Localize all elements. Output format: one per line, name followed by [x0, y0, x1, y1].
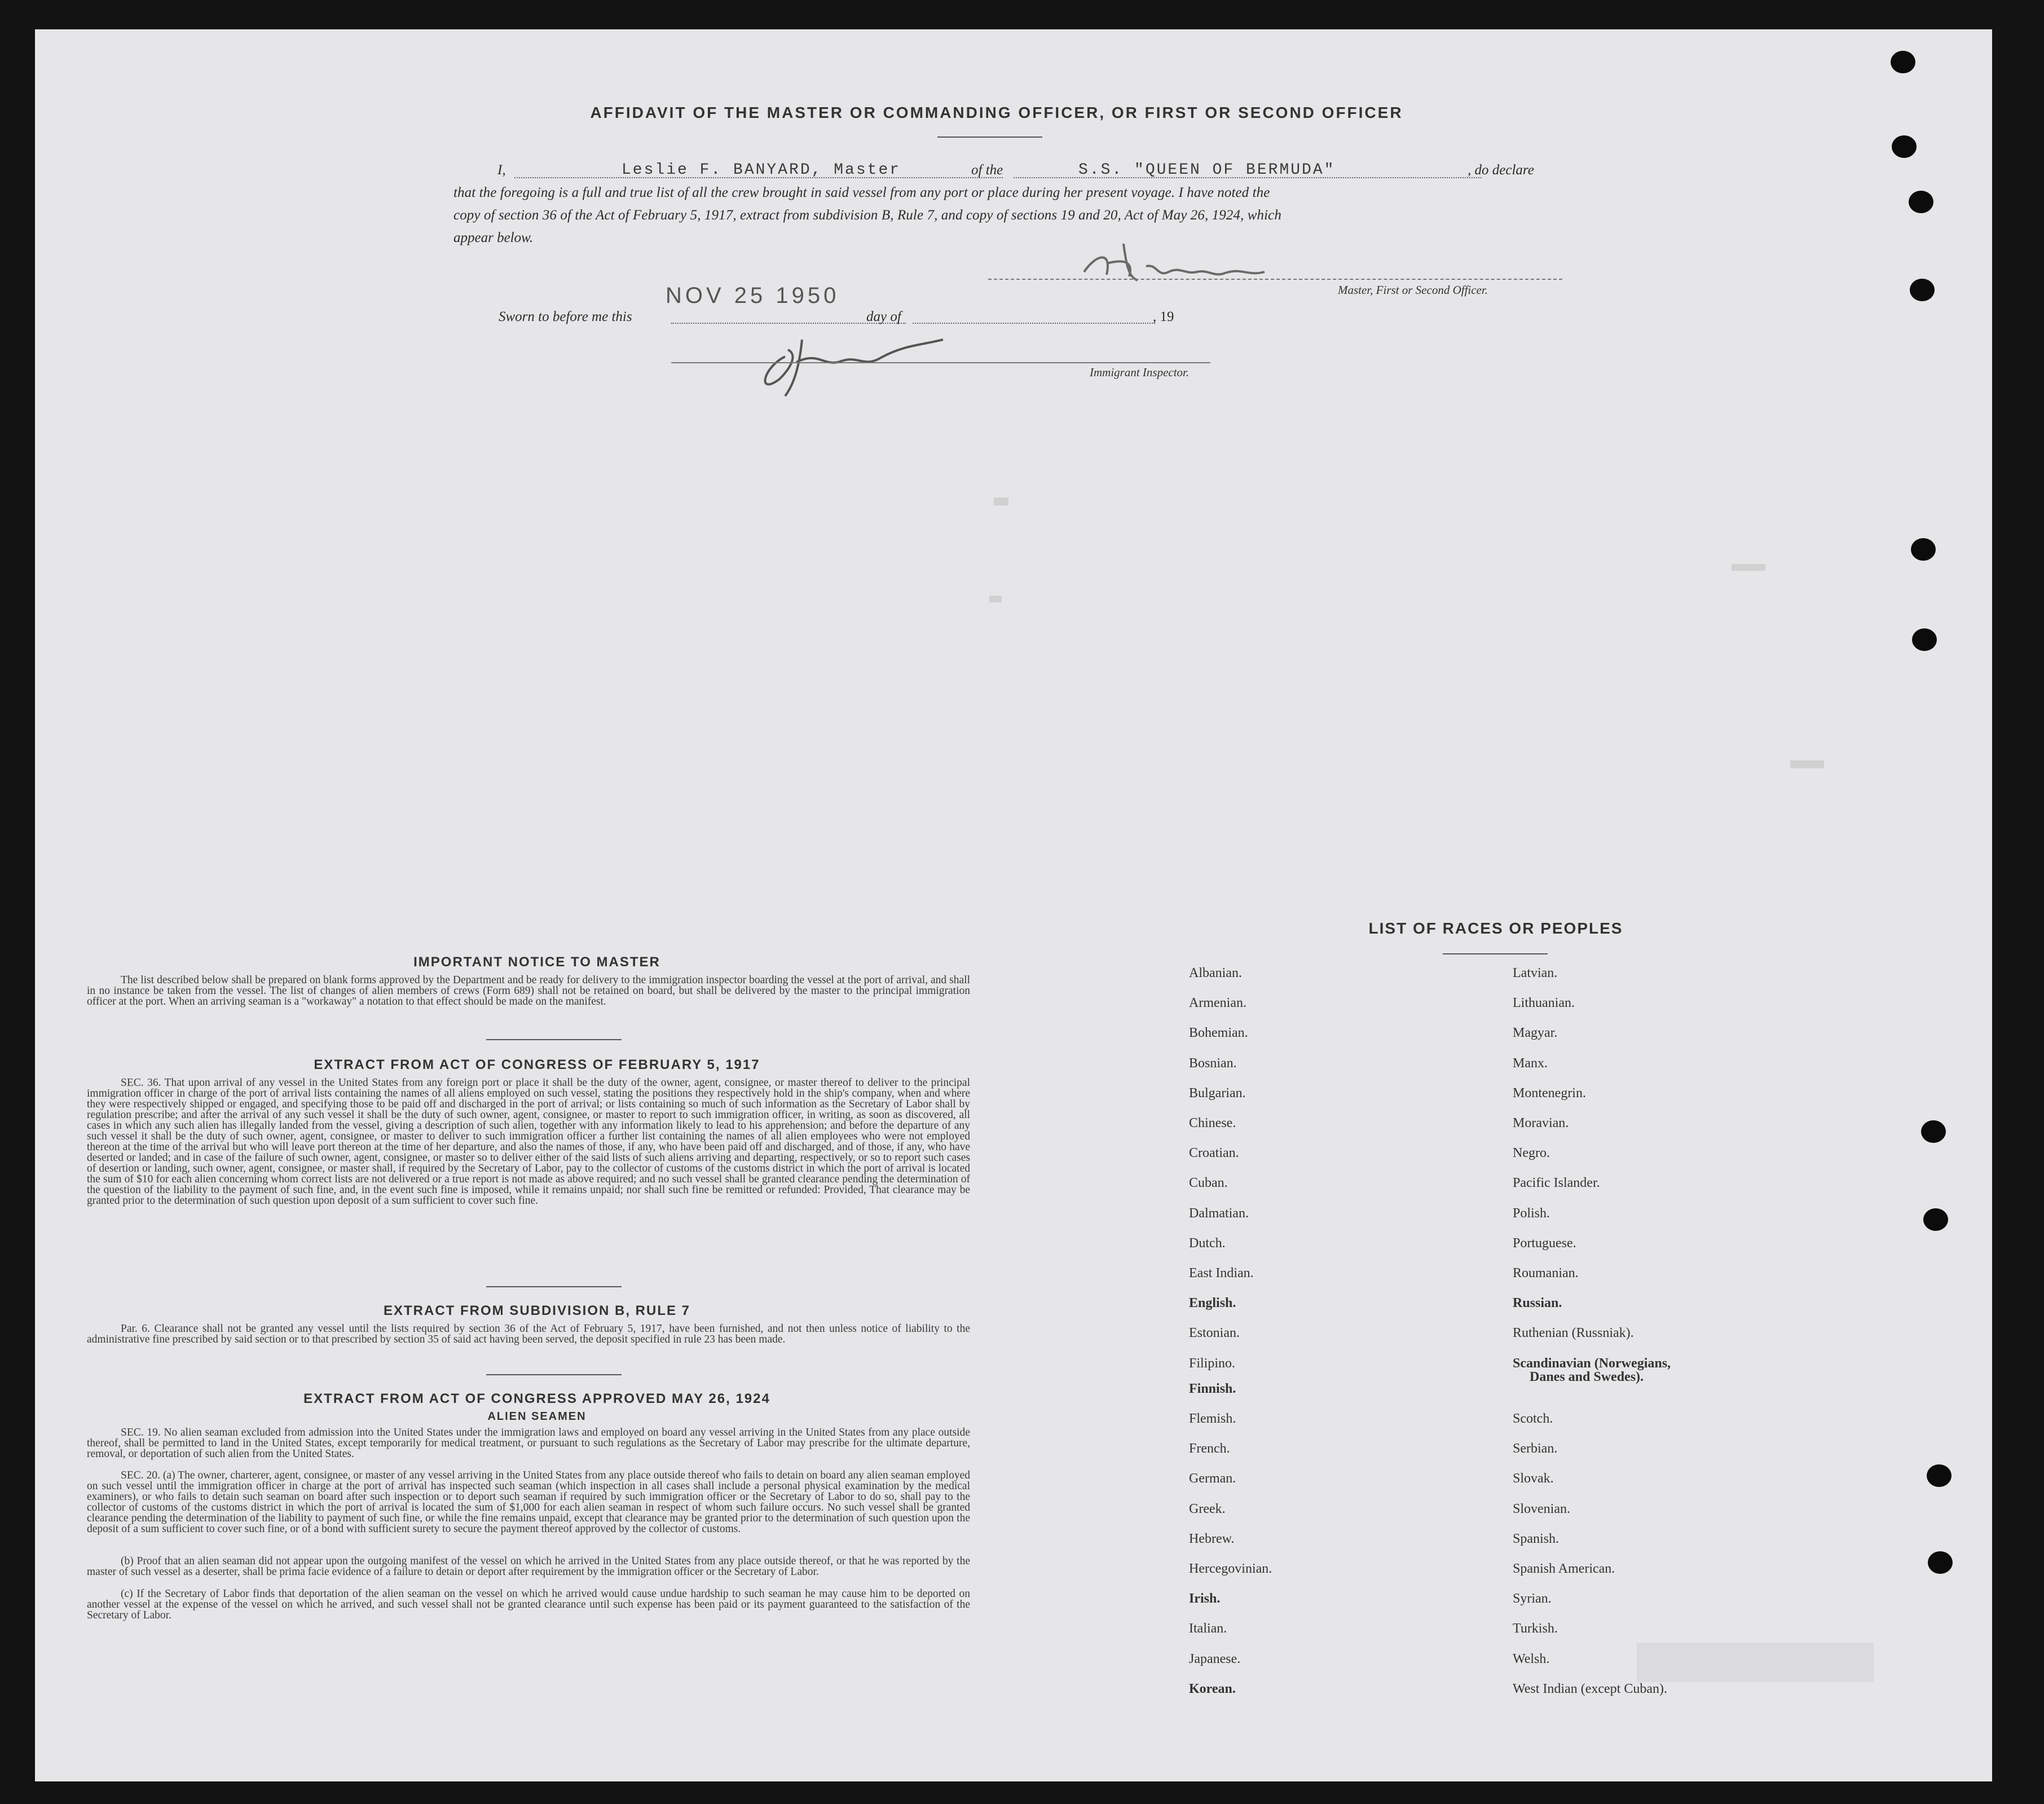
race-item: Scandinavian (Norwegians, — [1513, 1356, 1671, 1371]
vessel-name: S.S. "QUEEN OF BERMUDA" — [1078, 161, 1336, 179]
race-item: Russian. — [1513, 1296, 1562, 1311]
race-item: Polish. — [1513, 1205, 1550, 1221]
race-item: Bohemian. — [1189, 1026, 1248, 1041]
affidavit-line-2: that the foregoing is a full and true list of all the crew brought in said vessel from any port or place during her present voyage. I have noted the — [453, 185, 1270, 200]
rule7-rule — [486, 1374, 622, 1375]
race-item: Flemish. — [1189, 1411, 1236, 1426]
title-underline — [937, 137, 1042, 138]
inspector-line — [671, 362, 1210, 363]
extract-1917-text: SEC. 36. That upon arrival of any vessel in the United States from any foreign port or place it shall be the duty of the owner, agent, consignee, or master thereof to deliver to the principal immigration officer in charge of the port of arrival lists containing the names of all aliens employed on such vessel, stating the positions they respectively hold in the ship's company, when and where they were respectively shipped or engaged, and specifying those to be paid off and discharged in the port of arrival; or lists containing so much of such information as the Secretary of Labor shall by regulation prescribe; and after the arrival of any such vessel it shall be the duty of such owner, agent, consignee, or master to report to such immigration officer, in writing, as soon as discovered, all cases in which any such alien has illegally landed from the vessel, giving a description of such alien, together with any information likely to lead to his apprehension; and before the departure of any such vessel it shall be the duty of such owner, agent, consignee, or master to deliver to such immigration officer a further list containing the names of all alien employees who were not employed thereon at the time of the arrival but who will leave port thereon at the time of her departure, and also the names of those, if any, who have been paid off and discharged, and of those, if any, who have deserted or landed; and in case of the failure of such owner, agent, consignee, or master so to deliver either of the said lists of such aliens arriving and departing, respectively, or so to report such cases of desertion or landing, such owner, agent, consignee, or master shall, if required by the Secretary of Labor, pay to the collector of customs of the customs district in which the port of arrival is located the sum of $10 for each alien concerning whom correct lists are not delivered or a true report is not made as above required; and no such vessel shall be granted clearance pending the determination of the question of the liability to the payment of such fine, and, in the event such fine is imposed, while it remains unpaid; nor shall such fine be remitted or refunded: Provided, That clearance may be granted prior to the determination of such question upon deposit of a sum sufficient to cover such fine. — [87, 1077, 970, 1207]
affidavit-line-4: appear below. — [453, 230, 534, 245]
do-declare: , do declare — [1468, 162, 1534, 178]
race-item: Dalmatian. — [1189, 1205, 1249, 1221]
notice-text: The list described below shall be prepared on blank forms approved by the Department and be ready for delivery to the immigration inspector boarding the vessel at the port of arrival, and shall in no instance be taken from the vessel. The list of changes of alien members of crews (Form 689) shall not be retained on board, but shall be delivered by the master to the principal immigration officer at the port. When an arriving seaman is a "workaway" a notation to that effect should be made on the manifest. — [87, 974, 970, 1007]
sworn-label: Sworn to before me this — [499, 309, 632, 324]
sec20c-text: (c) If the Secretary of Labor finds that deportation of the alien seaman on the vessel on which he arrived would cause undue hardship to such seaman he may cause him to be deported on another vessel at the expense of the vessel on which he arrived, and such vessel shall not be granted clearance until such expense has been paid or its payment guaranteed to the satisfaction of the Secretary of Labor. — [87, 1588, 970, 1621]
race-item: Moravian. — [1513, 1116, 1569, 1130]
race-item: Greek. — [1189, 1501, 1226, 1516]
punch-hole — [1910, 279, 1935, 301]
punch-hole — [1923, 1208, 1948, 1231]
race-item: Negro. — [1513, 1146, 1550, 1161]
punch-hole — [1912, 628, 1937, 651]
race-item: Ruthenian (Russniak). — [1513, 1326, 1634, 1341]
race-item: Chinese. — [1189, 1116, 1236, 1130]
extract-1917-rule — [486, 1286, 622, 1287]
of-the-label: of the — [971, 162, 1003, 178]
race-item: Spanish. — [1513, 1531, 1560, 1546]
race-item: Filipino. — [1189, 1356, 1236, 1371]
notice-rule — [486, 1039, 622, 1040]
bleed-mark — [994, 498, 1008, 505]
race-item: Estonian. — [1189, 1326, 1240, 1341]
master-label: Master, First or Second Officer. — [1338, 283, 1488, 297]
notice-title: IMPORTANT NOTICE TO MASTER — [413, 954, 660, 970]
sec20b-text: (b) Proof that an alien seaman did not appear upon the outgoing manifest of the vessel on which he arrived in the United States from any place outside thereof, or that he was reported by the master of such vessel as a deserter, shall be prima facie evidence of a failure to detain or deport after requirement by the immigration officer or the Secretary of Labor. — [87, 1555, 970, 1578]
race-item: Scotch. — [1513, 1411, 1553, 1426]
race-item: Korean. — [1189, 1681, 1236, 1696]
race-item: German. — [1189, 1471, 1236, 1486]
race-item: Irish. — [1189, 1591, 1221, 1607]
master-signature-line — [988, 279, 1562, 280]
race-item: Welsh. — [1513, 1651, 1550, 1666]
race-item: Latvian. — [1513, 966, 1558, 980]
master-signature — [1073, 232, 1343, 294]
inspector-label: Immigrant Inspector. — [1090, 366, 1190, 379]
rule7-title: EXTRACT FROM SUBDIVISION B, RULE 7 — [383, 1303, 691, 1318]
sec20a-text: SEC. 20. (a) The owner, charterer, agent, consignee, or master of any vessel arriving in the United States from any place outside thereof who fails to detain on board any alien seaman employed on such vessel until the immigration officer in charge at the port of arrival has inspected such seaman (which inspection in all cases shall include a personal physical examination by the medical examiners), or who fails to detain such seaman on board after such inspection or to deport such seaman if required by such immigration officer or the Secretary of Labor to do so, shall pay to the collector of customs of the customs district in which the port of arrival is located the sum of $1,000 for each alien seaman in respect of whom such failure occurs. No such vessel shall be granted clearance pending the determination of the liability to payment of such fine, or while the fine remains unpaid, except that clearance may be granted prior to the determination of such question upon the deposit of a sum sufficient to cover such fine, or of a bond with sufficient surety to secure the payment thereof approved by the collector of customs. — [87, 1469, 970, 1535]
races-rule — [1443, 953, 1548, 954]
race-item: Albanian. — [1189, 966, 1242, 980]
race-item: Hebrew. — [1189, 1531, 1235, 1546]
race-item: Cuban. — [1189, 1176, 1228, 1191]
race-item: English. — [1189, 1296, 1236, 1311]
race-item: West Indian (except Cuban). — [1513, 1681, 1667, 1696]
bleed-mark — [1637, 1643, 1874, 1682]
bleed-mark — [1732, 564, 1765, 571]
extract-1917-title: EXTRACT FROM ACT OF CONGRESS OF FEBRUARY 5, 1917 — [314, 1057, 760, 1072]
race-item: East Indian. — [1189, 1266, 1254, 1281]
race-item: Italian. — [1189, 1621, 1227, 1636]
race-item: Slovak. — [1513, 1471, 1554, 1486]
race-item: Croatian. — [1189, 1146, 1239, 1161]
extract-1924-subtitle: ALIEN SEAMEN — [487, 1410, 587, 1423]
race-item: Montenegrin. — [1513, 1085, 1586, 1101]
master-name: Leslie F. BANYARD, Master — [622, 161, 901, 179]
race-item: French. — [1189, 1441, 1230, 1457]
race-item: Slovenian. — [1513, 1501, 1570, 1516]
i-label: I, — [497, 162, 506, 178]
race-item: Magyar. — [1513, 1026, 1558, 1041]
race-item: Dutch. — [1189, 1235, 1226, 1251]
punch-hole — [1909, 191, 1933, 213]
race-item: Serbian. — [1513, 1441, 1558, 1457]
race-item: Armenian. — [1189, 996, 1246, 1011]
punch-hole — [1927, 1464, 1952, 1487]
race-item: Roumanian. — [1513, 1266, 1579, 1281]
punch-hole — [1892, 135, 1917, 158]
race-item: Danes and Swedes). — [1530, 1369, 1644, 1384]
race-item: Japanese. — [1189, 1651, 1241, 1666]
race-item: Manx. — [1513, 1055, 1548, 1071]
affidavit-title: AFFIDAVIT OF THE MASTER OR COMMANDING OFFICER, OR FIRST OR SECOND OFFICER — [590, 104, 1403, 121]
punch-hole — [1928, 1551, 1953, 1574]
sec19-text: SEC. 19. No alien seaman excluded from admission into the United States under the immigration laws and employed on board any vessel arriving in the United States from any place outside thereof, shall be permitted to land in the United States, except temporarily for medical treatment, or pursuant to such regulations as the Secretary of Labor may prescribe for the ultimate departure, removal, or deportation of such alien from the United States. — [87, 1427, 970, 1460]
punch-hole — [1891, 51, 1915, 73]
race-item: Pacific Islander. — [1513, 1176, 1600, 1191]
punch-hole — [1921, 1120, 1946, 1143]
race-item: Syrian. — [1513, 1591, 1552, 1607]
year-prefix: , 19 — [1153, 309, 1174, 324]
affidavit-line-3: copy of section 36 of the Act of February 5, 1917, extract from subdivision B, Rule 7, and copy of sections 19 and 20, Act of May 26, 1924, which — [453, 208, 1281, 223]
race-item: Finnish. — [1189, 1381, 1236, 1396]
bleed-mark — [989, 596, 1002, 602]
punch-hole — [1911, 538, 1936, 561]
race-item: Spanish American. — [1513, 1561, 1615, 1576]
rule7-text: Par. 6. Clearance shall not be granted any vessel until the lists required by section 36 of the Act of February 5, 1917, have been furnished, and not then unless notice of liability to the administrative fine prescribed by said section or to that prescribed by section 35 of said act having been served, the deposit specified in rule 23 has been made. — [87, 1323, 970, 1345]
races-title: LIST OF RACES OR PEOPLES — [1368, 919, 1623, 937]
race-item: Portuguese. — [1513, 1235, 1576, 1251]
race-item: Turkish. — [1513, 1621, 1558, 1636]
day-of-label: day of — [866, 309, 901, 324]
bleed-mark — [1790, 760, 1824, 768]
extract-1924-title: EXTRACT FROM ACT OF CONGRESS APPROVED MAY 26, 1924 — [303, 1391, 770, 1406]
race-item: Lithuanian. — [1513, 996, 1575, 1011]
document-sheet — [35, 29, 1992, 1781]
race-item: Bosnian. — [1189, 1055, 1237, 1071]
race-item: Hercegovinian. — [1189, 1561, 1272, 1576]
inspector-signature — [740, 323, 977, 407]
date-stamp: NOV 25 1950 — [666, 283, 840, 308]
race-item: Bulgarian. — [1189, 1085, 1246, 1101]
